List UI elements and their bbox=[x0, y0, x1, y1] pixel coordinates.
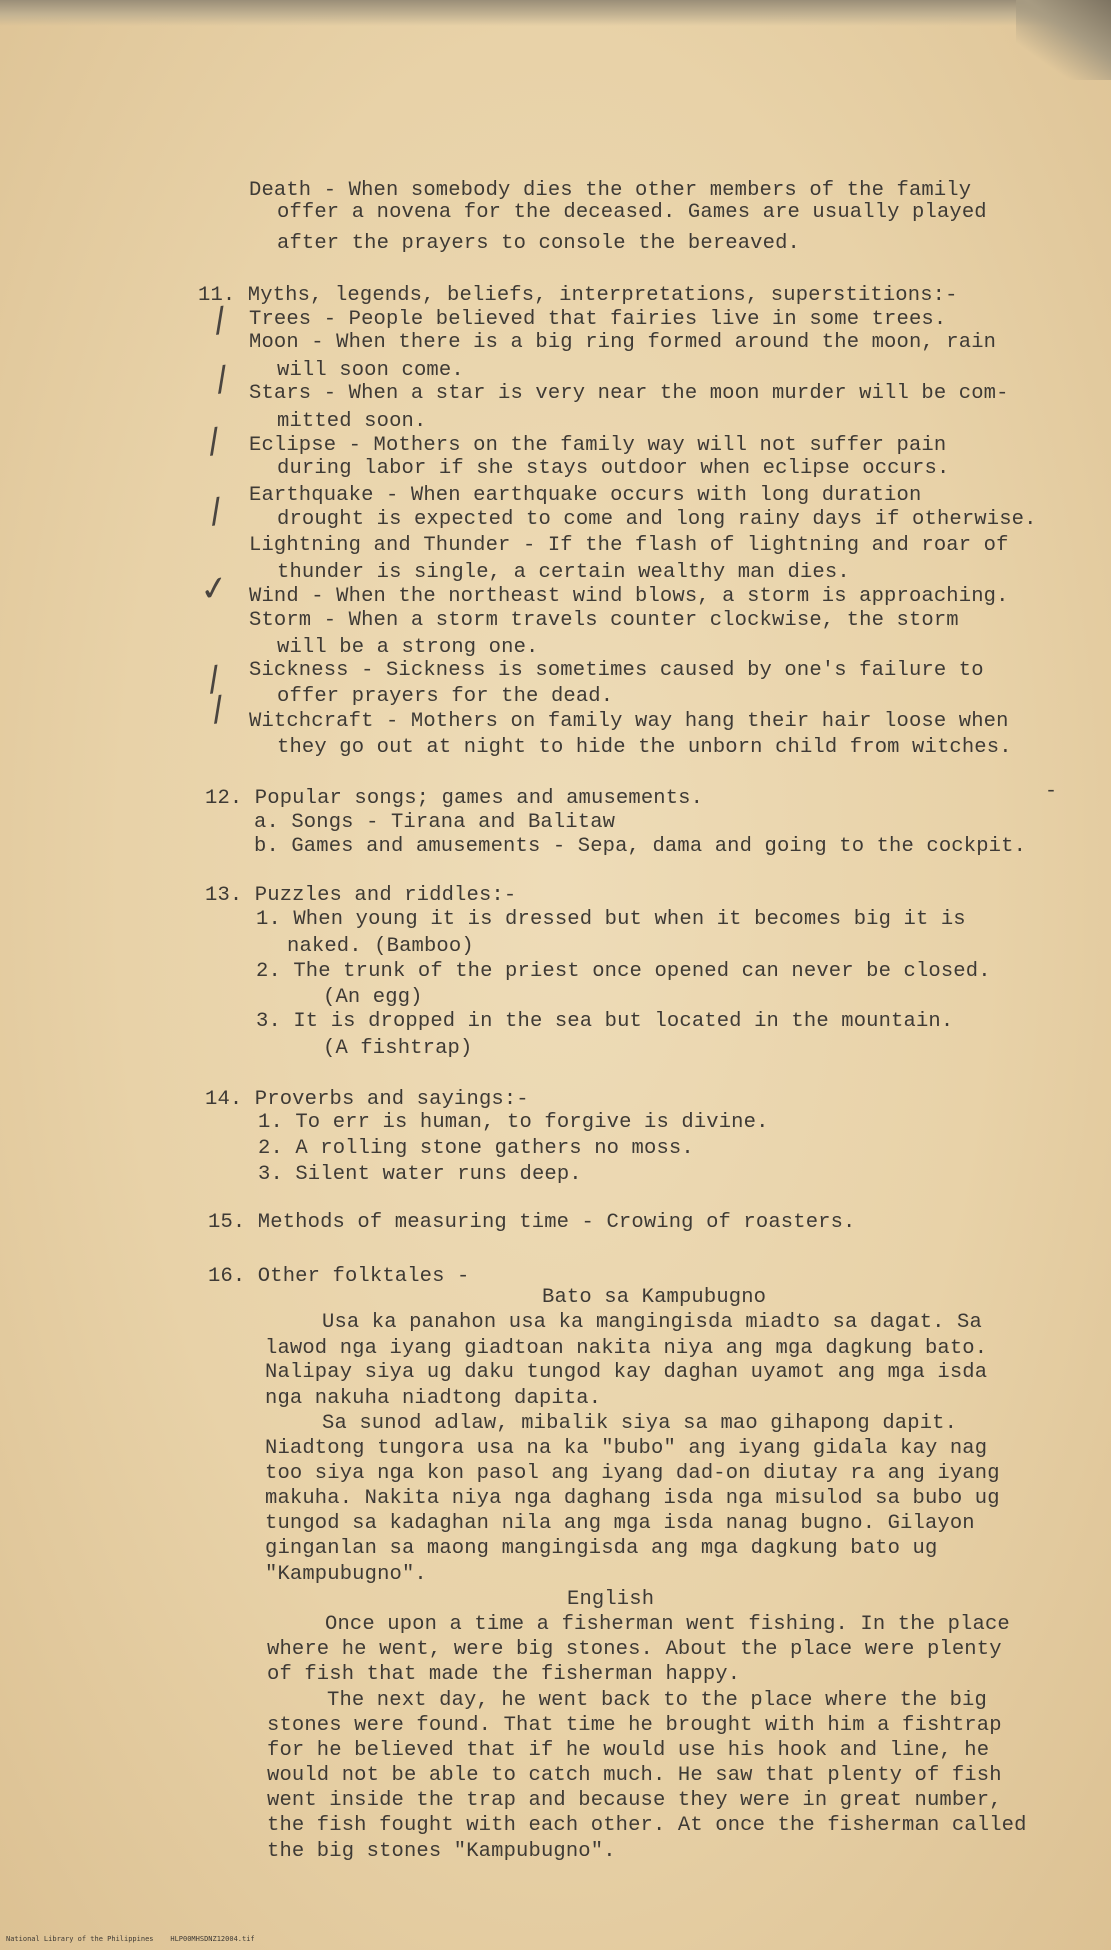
text-line: makuha. Nakita niya nga daghang isda nga misulod sa bubo ug bbox=[265, 1487, 1000, 1510]
checkmark-icon: ✓ bbox=[197, 567, 232, 611]
text-line: drought is expected to come and long rainy days if otherwise. bbox=[277, 508, 1037, 531]
text-line: Moon - When there is a big ring formed around the moon, rain bbox=[249, 331, 997, 354]
text-line: after the prayers to console the bereaved. bbox=[277, 232, 800, 255]
text-line: during labor if she stays outdoor when eclipse occurs. bbox=[277, 457, 950, 480]
checkmark-icon: / bbox=[205, 420, 223, 462]
section-heading: 15. Methods of measuring time - Crowing of roasters. bbox=[208, 1211, 856, 1234]
text-line: tungod sa kadaghan nila ang mga isda nanag bugno. Gilayon bbox=[265, 1512, 975, 1535]
text-line: ginganlan sa maong mangingisda ang mga dagkung bato ug bbox=[265, 1537, 938, 1560]
section-heading: 16. Other folktales - bbox=[208, 1265, 470, 1288]
text-line: "Kampubugno". bbox=[265, 1563, 427, 1586]
text-line: Witchcraft - Mothers on family way hang their hair loose when bbox=[249, 710, 1009, 733]
text-line: Earthquake - When earthquake occurs with long duration bbox=[249, 484, 922, 507]
text-line: 3. Silent water runs deep. bbox=[258, 1163, 582, 1186]
text-line: Wind - When the northeast wind blows, a storm is approaching. bbox=[249, 585, 1009, 608]
torn-top-edge bbox=[0, 0, 1111, 26]
text-line: lawod nga iyang giadtoan nakita niya ang mga dagkung bato. bbox=[265, 1337, 988, 1360]
checkmark-icon: / bbox=[205, 658, 223, 700]
section-heading: 13. Puzzles and riddles:- bbox=[205, 884, 517, 907]
text-line: 2. The trunk of the priest once opened can never be closed. bbox=[256, 960, 991, 983]
text-line: stones were found. That time he brought with him a fishtrap bbox=[267, 1714, 1002, 1737]
text-line: 2. A rolling stone gathers no moss. bbox=[258, 1137, 694, 1160]
checkmark-icon: / bbox=[209, 688, 227, 730]
text-line: Sa sunod adlaw, mibalik siya sa mao gihapong dapit. bbox=[322, 1412, 958, 1435]
text-line: nga nakuha niadtong dapita. bbox=[265, 1387, 602, 1410]
text-line: offer prayers for the dead. bbox=[277, 685, 614, 708]
section-heading: 12. Popular songs; games and amusements. bbox=[205, 787, 704, 810]
scan-footer: National Library of the Philippines HLP00MHSDNZ12004.tif bbox=[6, 1935, 255, 1943]
text-line: the fish fought with each other. At once the fisherman called bbox=[267, 1814, 1027, 1837]
section-heading: 14. Proverbs and sayings:- bbox=[205, 1088, 529, 1111]
text-line: they go out at night to hide the unborn child from witches. bbox=[277, 736, 1012, 759]
text-line: (A fishtrap) bbox=[323, 1037, 473, 1060]
text-line: Usa ka panahon usa ka mangingisda miadto sa dagat. Sa bbox=[322, 1311, 982, 1334]
text-line: offer a novena for the deceased. Games are usually played bbox=[277, 201, 987, 224]
checkmark-icon: / bbox=[213, 358, 231, 400]
text-line: would not be able to catch much. He saw that plenty of fish bbox=[267, 1764, 1002, 1787]
folded-corner bbox=[1016, 0, 1111, 80]
text-line: Nalipay siya ug daku tungod kay daghan uyamot ang mga isda bbox=[265, 1361, 988, 1384]
stray-mark: - bbox=[1045, 780, 1058, 803]
text-line: 3. It is dropped in the sea but located in the mountain. bbox=[256, 1010, 954, 1033]
text-line: Lightning and Thunder - If the flash of lightning and roar of bbox=[249, 534, 1009, 557]
text-line: will be a strong one. bbox=[277, 636, 539, 659]
text-line: a. Songs - Tirana and Balitaw bbox=[254, 811, 616, 834]
text-line: thunder is single, a certain wealthy man dies. bbox=[277, 561, 850, 584]
story-title: Bato sa Kampubugno bbox=[542, 1286, 767, 1309]
text-line: Storm - When a storm travels counter clockwise, the storm bbox=[249, 609, 959, 632]
text-line: Eclipse - Mothers on the family way will not suffer pain bbox=[249, 434, 947, 457]
text-line: for he believed that if he would use his hook and line, he bbox=[267, 1739, 990, 1762]
text-line: Stars - When a star is very near the moon murder will be com- bbox=[249, 382, 1009, 405]
text-line: where he went, were big stones. About the place were plenty bbox=[267, 1638, 1002, 1661]
text-line: Trees - People believed that fairies live in some trees. bbox=[249, 308, 947, 331]
text-line: Sickness - Sickness is sometimes caused by one's failure to bbox=[249, 659, 984, 682]
section-heading: 11. Myths, legends, beliefs, interpretations, superstitions:- bbox=[198, 284, 958, 307]
text-line: of fish that made the fisherman happy. bbox=[267, 1663, 741, 1686]
checkmark-icon: / bbox=[211, 299, 229, 341]
text-line: naked. (Bamboo) bbox=[287, 935, 474, 958]
text-line: b. Games and amusements - Sepa, dama and going to the cockpit. bbox=[254, 835, 1027, 858]
checkmark-icon: / bbox=[207, 490, 225, 532]
text-line: Death - When somebody dies the other members of the family bbox=[249, 179, 972, 202]
text-line: Niadtong tungora usa na ka "bubo" ang iyang gidala kay nag bbox=[265, 1437, 988, 1460]
text-line: 1. When young it is dressed but when it becomes big it is bbox=[256, 908, 966, 931]
text-line: too siya nga kon pasol ang iyang dad-on diutay ra ang iyang bbox=[265, 1462, 1000, 1485]
text-line: will soon come. bbox=[277, 359, 464, 382]
text-line: went inside the trap and because they were in great number, bbox=[267, 1789, 1002, 1812]
text-line: (An egg) bbox=[323, 986, 423, 1009]
text-line: 1. To err is human, to forgive is divine. bbox=[258, 1111, 769, 1134]
text-line: The next day, he went back to the place where the big bbox=[327, 1689, 987, 1712]
text-line: mitted soon. bbox=[277, 410, 427, 433]
text-line: Once upon a time a fisherman went fishing. In the place bbox=[325, 1613, 1010, 1636]
story-title: English bbox=[567, 1588, 655, 1611]
text-line: the big stones "Kampubugno". bbox=[267, 1840, 616, 1863]
